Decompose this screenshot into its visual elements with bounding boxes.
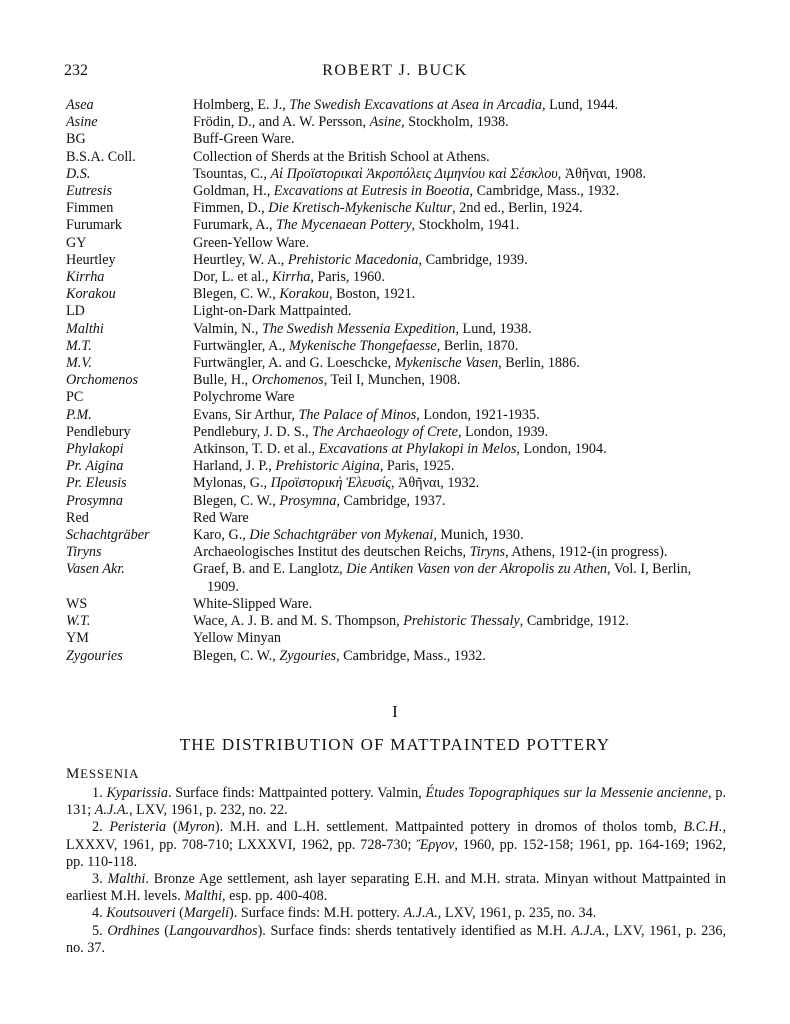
section-number: I (392, 702, 398, 721)
abbreviation-reference: Holmberg, E. J., The Swedish Excavations at Asea in Arcadia, Lund, 1944. (193, 97, 619, 113)
abbreviation-reference: Evans, Sir Arthur, The Palace of Minos, London, 1921-1935. (193, 406, 540, 423)
abbreviation-key: Pr. Eleusis (66, 475, 127, 492)
abbreviation-reference: Atkinson, T. D. et al., Excavations at Phylakopi in Melos, London, 1904. (193, 441, 607, 458)
abbreviation-reference: Furtwängler, A., Mykenische Thongefaesse, Berlin, 1870. (193, 337, 519, 354)
abbreviation-row (66, 338, 726, 355)
abbreviation-row (66, 355, 726, 372)
abbreviation-row (66, 510, 726, 527)
abbreviation-row (66, 613, 726, 630)
abbreviation-key: M.V. (66, 355, 92, 372)
abbreviation-key: Korakou (66, 286, 116, 303)
abbreviation-reference: Graef, B. and E. Langlotz, Die Antiken Vasen von der Akropolis zu Athen, Vol. I, Berlin, 1909. (193, 561, 692, 595)
abbreviation-key: Kirrha (66, 269, 105, 286)
abbreviation-row (66, 131, 726, 148)
abbreviation-reference: Dor, L. et al., Kirrha, Paris, 1960. (193, 269, 385, 286)
abbreviation-row (66, 372, 726, 389)
abbreviation-key: Pr. Aigina (66, 458, 124, 475)
abbreviation-reference: Blegen, C. W., Zygouries, Cambridge, Mass., 1932. (193, 647, 486, 664)
abbreviation-row (66, 269, 726, 286)
abbreviation-reference: Buff-Green Ware. (193, 131, 295, 148)
site-entry: 2. Peristeria (Myron). M.H. and L.H. settlement. Mattpainted pottery in dromos of tholos tomb, B.C.H., LXXXV, 1961, pp. 708-710; LXXXVI, 1962, pp. 728-730; Ἔργον, 1960, pp. 152-158; 1961, pp. 164-169; 1962, pp. 110-118. (66, 819, 726, 870)
abbreviation-key: WS (66, 595, 88, 612)
abbreviation-row (66, 166, 726, 183)
abbreviation-reference: Blegen, C. W., Korakou, Boston, 1921. (193, 286, 416, 303)
page-header (64, 62, 726, 82)
abbreviation-row (66, 475, 726, 492)
abbreviation-reference: Harland, J. P., Prehistoric Aigina, Paris, 1925. (193, 458, 455, 475)
abbreviation-row (66, 149, 726, 166)
abbreviation-row (66, 648, 726, 665)
abbreviation-key: Schachtgräber (66, 527, 150, 544)
abbreviation-row (66, 200, 726, 217)
region-heading: MESSENIA (66, 766, 140, 782)
abbreviation-row (66, 321, 726, 338)
abbreviation-key: B.S.A. Coll. (66, 148, 136, 165)
abbreviation-row (66, 424, 726, 441)
abbreviation-key: Furumark (66, 217, 122, 234)
abbreviation-key: Heurtley (66, 251, 116, 268)
abbreviation-key: YM (66, 630, 89, 647)
abbreviation-key: M.T. (66, 337, 92, 354)
abbreviation-reference: Archaeologisches Institut des deutschen Reichs, Tiryns, Athens, 1912-(in progress). (193, 544, 668, 561)
abbreviation-row (66, 183, 726, 200)
abbreviation-reference: Furumark, A., The Mycenaean Pottery, Stockholm, 1941. (193, 217, 520, 234)
page-number: 232 (64, 62, 88, 79)
abbreviation-reference: Green-Yellow Ware. (193, 234, 310, 251)
site-entry: 3. Malthi. Bronze Age settlement, ash layer separating E.H. and M.H. strata. Minyan without Mattpainted in earliest M.H. levels. Malthi, esp. pp. 400-408. (66, 871, 727, 905)
abbreviation-row (66, 441, 726, 458)
abbreviation-reference: Yellow Minyan (193, 630, 282, 647)
abbreviation-list (66, 97, 726, 665)
abbreviation-reference: Furtwängler, A. and G. Loeschcke, Mykenische Vasen, Berlin, 1886. (193, 355, 580, 372)
abbreviation-key: Fimmen (66, 200, 114, 217)
abbreviation-reference: Fimmen, D., Die Kretisch-Mykenische Kultur, 2nd ed., Berlin, 1924. (193, 200, 583, 217)
abbreviation-row (66, 252, 726, 269)
abbreviation-row (66, 97, 726, 114)
abbreviation-row (66, 458, 726, 475)
abbreviation-key: Eutresis (66, 183, 112, 200)
abbreviation-key: D.S. (66, 165, 91, 182)
abbreviation-row (66, 407, 726, 424)
abbreviation-reference: Mylonas, G., Προϊστορικὴ Ἐλευσίς, Ἀθῆναι, 1932. (193, 475, 480, 492)
abbreviation-reference: Karo, G., Die Schachtgräber von Mykenai, Munich, 1930. (193, 527, 524, 544)
abbreviation-reference: Valmin, N., The Swedish Messenia Expedition, Lund, 1938. (193, 320, 532, 337)
abbreviation-reference: Pendlebury, J. D. S., The Archaeology of Crete, London, 1939. (193, 423, 549, 440)
section-title: THE DISTRIBUTION OF MATTPAINTED POTTERY (179, 735, 611, 754)
abbreviation-row (66, 544, 726, 561)
abbreviation-reference: Light-on-Dark Mattpainted. (193, 303, 352, 320)
abbreviation-row (66, 630, 726, 647)
abbreviation-row (66, 303, 726, 320)
site-entry: 4. Koutsouveri (Margeli). Surface finds: M.H. pottery. A.J.A., LXV, 1961, p. 235, no. 34. (92, 905, 597, 922)
abbreviation-reference: Polychrome Ware (193, 389, 295, 406)
abbreviation-reference: Tsountas, C., Αἱ Προϊστορικαὶ Ἀκροπόλεις Διμηνίου καὶ Σέσκλου, Ἀθῆναι, 1908. (193, 165, 647, 182)
abbreviation-key: Zygouries (66, 647, 123, 664)
abbreviation-key: P.M. (66, 406, 92, 423)
abbreviation-reference: Bulle, H., Orchomenos, Teil I, Munchen, 1908. (193, 372, 461, 389)
abbreviation-reference: White-Slipped Ware. (193, 595, 313, 612)
abbreviation-key: Pendlebury (66, 423, 131, 440)
abbreviation-row (66, 235, 726, 252)
abbreviation-row (66, 493, 726, 510)
abbreviation-key: BG (66, 131, 86, 148)
site-list (66, 785, 726, 957)
abbreviation-key: Red (66, 509, 89, 526)
site-entry: 1. Kyparissia. Surface finds: Mattpainted pottery. Valmin, Études Topographiques sur la Messenie ancienne, p. 131; A.J.A., LXV, 1961, p. 232, no. 22. (66, 785, 727, 819)
abbreviation-key: Vasen Akr. (66, 561, 125, 578)
abbreviation-key: Prosymna (66, 492, 124, 509)
abbreviation-row (66, 389, 726, 406)
abbreviation-reference: Heurtley, W. A., Prehistoric Macedonia, Cambridge, 1939. (193, 251, 528, 268)
abbreviation-reference: Collection of Sherds at the British School at Athens. (193, 148, 490, 165)
abbreviation-row (66, 527, 726, 544)
abbreviation-key: GY (66, 234, 87, 251)
abbreviation-row (66, 596, 726, 613)
abbreviation-key: Asine (66, 114, 98, 131)
abbreviation-key: Tiryns (66, 544, 102, 561)
abbreviation-reference: Wace, A. J. B. and M. S. Thompson, Prehistoric Thessaly, Cambridge, 1912. (193, 613, 629, 630)
abbreviation-reference: Goldman, H., Excavations at Eutresis in Boeotia, Cambridge, Mass., 1932. (193, 183, 620, 200)
running-head: ROBERT J. BUCK (322, 62, 468, 79)
abbreviation-key: LD (66, 303, 85, 320)
abbreviation-key: Orchomenos (66, 372, 138, 389)
abbreviation-key: Phylakopi (66, 441, 124, 458)
abbreviation-key: Asea (66, 97, 94, 113)
abbreviation-row (66, 561, 726, 595)
abbreviation-reference: Blegen, C. W., Prosymna, Cambridge, 1937. (193, 492, 446, 509)
abbreviation-row (66, 217, 726, 234)
abbreviation-row (66, 114, 726, 131)
site-entry: 5. Ordhines (Langouvardhos). Surface finds: sherds tentatively identified as M.H. A.J.A., LXV, 1961, p. 236, no. 37. (66, 922, 727, 956)
abbreviation-key: W.T. (66, 613, 91, 630)
abbreviation-key: PC (66, 389, 84, 406)
abbreviation-key: Malthi (66, 320, 104, 337)
abbreviation-reference: Red Ware (193, 509, 249, 526)
abbreviation-reference: Frödin, D., and A. W. Persson, Asine, Stockholm, 1938. (193, 114, 509, 131)
abbreviation-row (66, 286, 726, 303)
